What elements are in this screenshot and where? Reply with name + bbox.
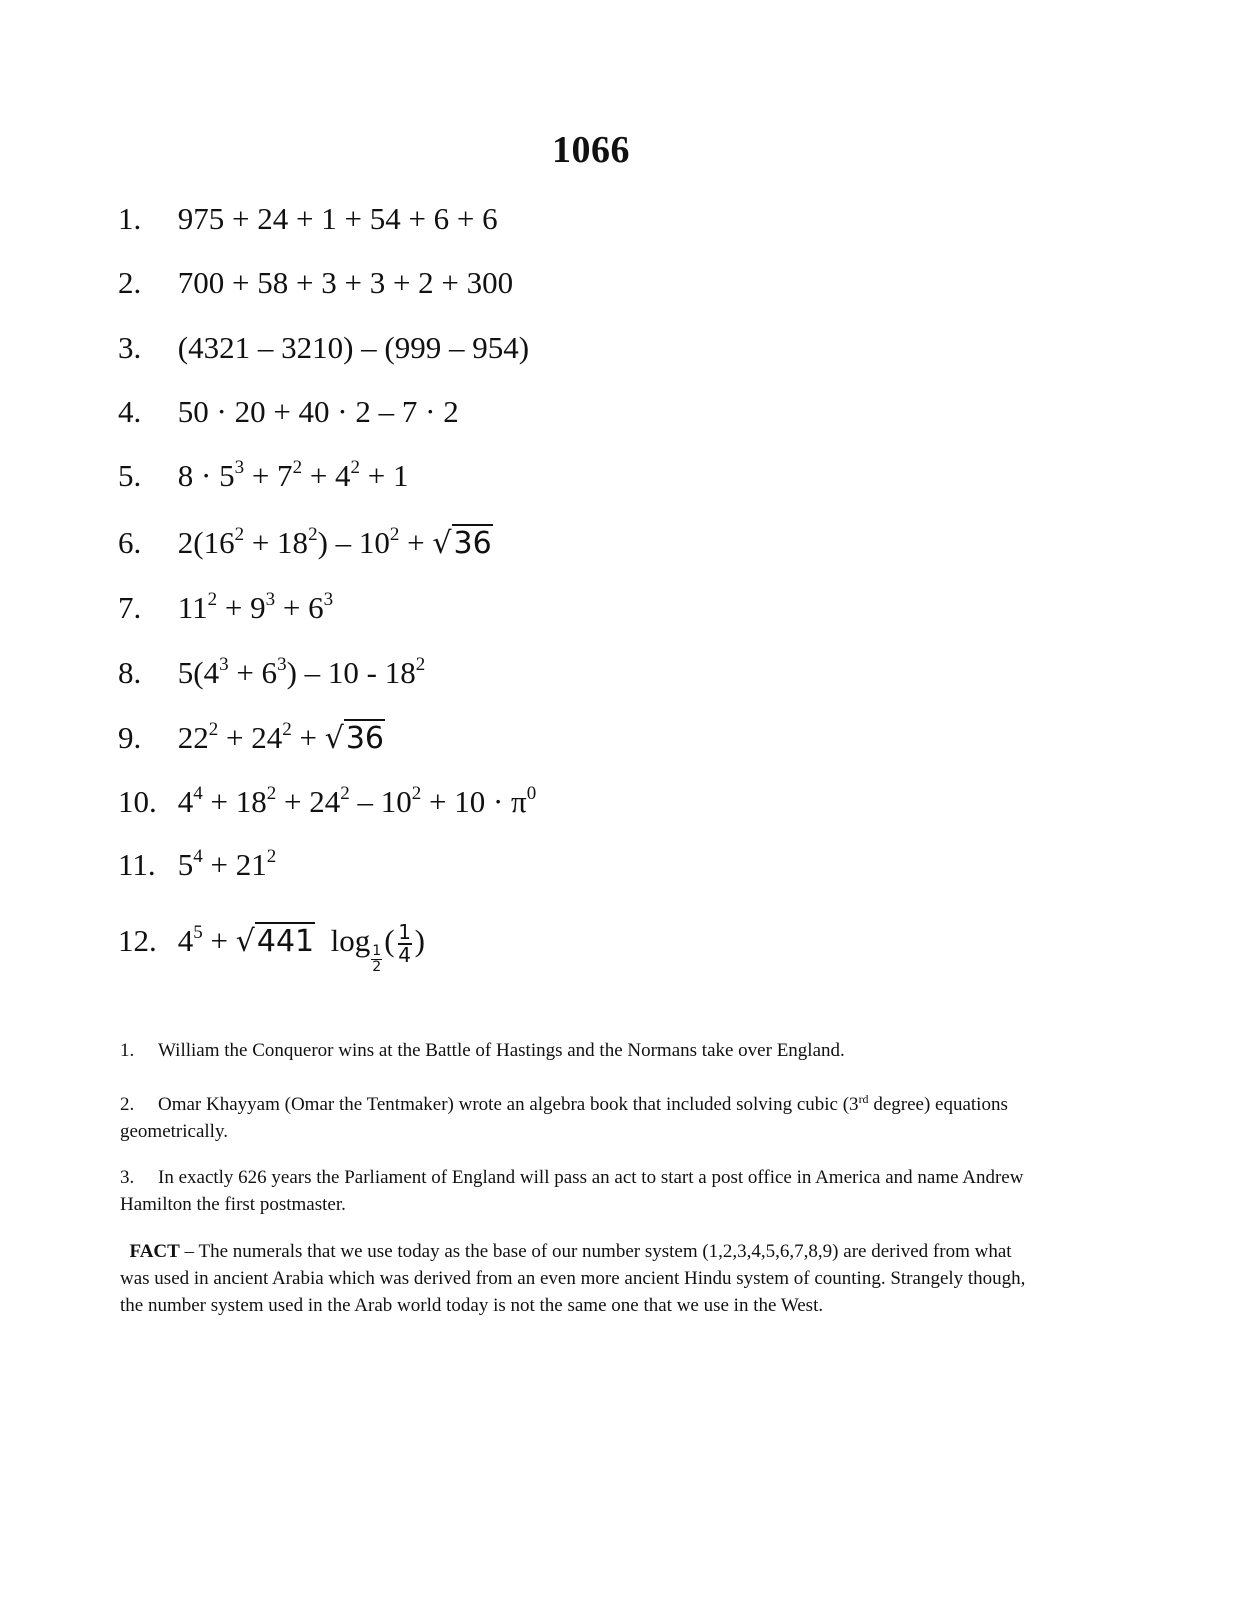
page-title: 1066 <box>552 129 630 171</box>
note-1: 1. William the Conqueror wins at the Battle of Hastings and the Normans take over England. <box>120 1040 845 1061</box>
square-root: √36 <box>432 526 492 561</box>
problem-number: 3. <box>118 330 142 365</box>
problem-number: 11. <box>118 847 156 882</box>
problem-11 <box>118 846 277 882</box>
problem-expression: 975 + 24 + 1 + 54 + 6 + 6 <box>177 201 498 236</box>
problem-expression: $5^4 + 21^2$ <box>177 846 277 882</box>
fact-paragraph <box>120 1238 1035 1319</box>
note-2: 2. Omar Khayyam (Omar the Tentmaker) wrote an algebra book that included solving cubic (3rd degree) equations geometrically. <box>120 1092 1008 1142</box>
problem-5 <box>118 457 409 493</box>
problem-number: 7. <box>118 590 142 625</box>
problem-expression: $4^5 + √441$ log $\frac{1}{2}$ ( $\frac{1}{4}$ ) <box>177 920 425 976</box>
problem-8 <box>118 654 426 690</box>
problem-3 <box>118 332 529 363</box>
problem-6 <box>118 524 493 561</box>
problem-number: 10. <box>118 784 157 819</box>
argument-fraction: $\frac{1}{4}$ <box>398 920 411 967</box>
square-root: √441 <box>235 924 315 960</box>
problem-12 <box>118 920 425 976</box>
problem-4 <box>118 396 459 427</box>
log-base-fraction: $\frac{1}{2}$ <box>372 943 382 976</box>
fact-label: FACT <box>129 1241 180 1262</box>
problem-7 <box>118 589 334 625</box>
problem-2 <box>118 267 513 298</box>
problem-expression: 700 + 58 + 3 + 3 + 2 + 300 <box>177 265 514 300</box>
square-root: √36 <box>324 721 385 756</box>
problem-number: 4. <box>118 394 142 429</box>
problem-expression: $4^4 + 18^2 + 24^2 - 10^2 + 10 \cdot \pi^0$ <box>177 783 537 819</box>
problem-expression: $2(16^2 + 18^2) - 10^2 + √36$ <box>177 524 492 561</box>
problem-expression: 50 · 20 + 40 · 2 – 7 · 2 <box>177 394 459 429</box>
problem-number: 12. <box>118 923 157 959</box>
fact-text: – The numerals that we use today as the base of our number system (1,2,3,4,5,6,7,8,9) are derived from what was used in ancient Arabia which was derived from an even more ancient Hindu system of counting. Strangely though, the number system used in the Arab world today is not the same one that we use in the West. <box>120 1241 1026 1316</box>
problem-number: 2. <box>118 265 142 300</box>
problem-number: 5. <box>118 458 142 493</box>
problem-1 <box>118 203 498 234</box>
problem-9 <box>118 719 385 756</box>
problem-number: 9. <box>118 720 142 755</box>
problem-expression: $22^2 + 24^2 + √36$ <box>177 719 385 756</box>
note-3: 3. In exactly 626 years the Parliament of England will pass an act to start a post office in America and name Andrew Hamilton the first postmaster. <box>120 1167 1024 1215</box>
problem-number: 8. <box>118 655 142 690</box>
problem-expression: $5(4^3 + 6^3) - 10 - 18^2$ <box>177 654 426 690</box>
log-function: log <box>330 923 371 959</box>
problem-expression: $11^2 + 9^3 + 6^3$ <box>177 589 334 625</box>
problem-10 <box>118 783 537 819</box>
problem-number: 6. <box>118 525 142 560</box>
problem-expression: $8 \cdot 5^3 + 7^2 + 4^2 + 1$ <box>177 457 409 493</box>
problem-number: 1. <box>118 201 142 236</box>
problem-expression: (4321 – 3210) – (999 – 954) <box>177 330 530 365</box>
